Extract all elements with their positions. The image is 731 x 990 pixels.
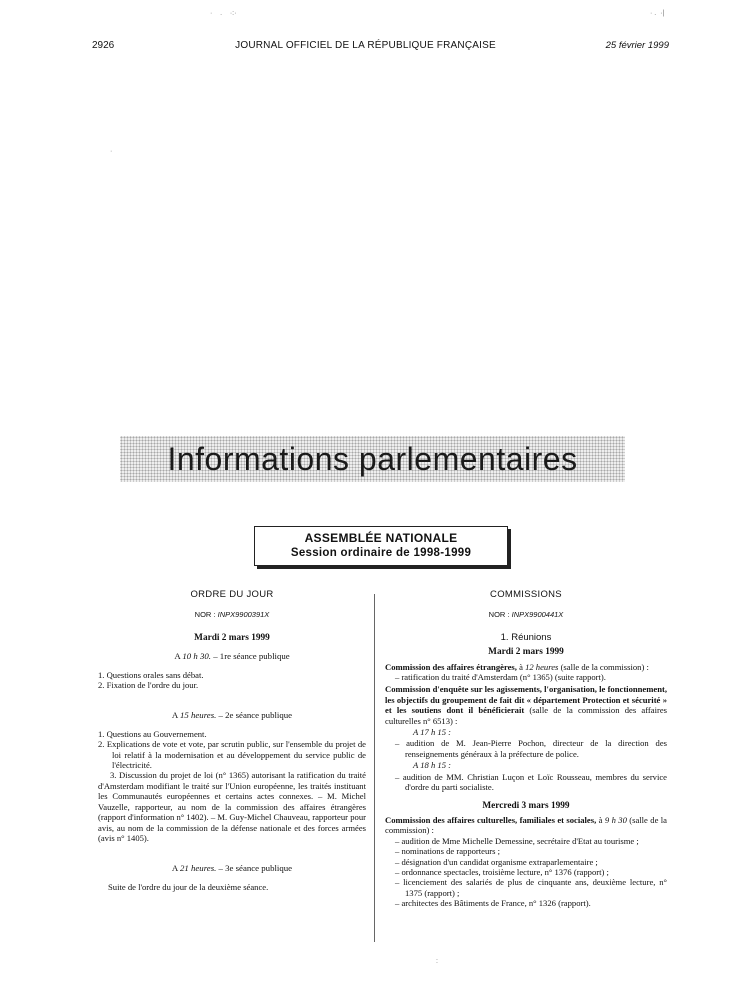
banner-title: Informations parlementaires <box>167 440 578 477</box>
commission-entry: Commission d'enquête sur les agissements, l'organisation, le fonctionnement, les objectifs du groupement de fait dit « département Protection et sécurité » et les soutiens dont il bénéficierait (salle de la commission des affaires culturelles n° 6513) : <box>385 684 667 726</box>
page-header <box>0 40 731 56</box>
scan-speck: · . ·| <box>650 10 665 17</box>
issue-date: 25 février 1999 <box>605 40 669 51</box>
seance-2-heading: A 15 heures. – 2e séance publique <box>171 710 293 721</box>
commissions-column <box>385 590 667 909</box>
commission-entry: Commission des affaires étrangères, à 12 heures (salle de la commission) : <box>385 661 649 672</box>
list-item: – audition de M. Jean-Pierre Pochon, directeur de la direction des renseignements généraux à la préfecture de police. <box>395 738 667 759</box>
time-label: A 18 h 15 : <box>413 760 452 771</box>
list-item: – ratification du traité d'Amsterdam (n° 1365) (suite rapport). <box>395 672 606 683</box>
seance-3-heading: A 21 heures. – 3e séance publique <box>171 863 293 874</box>
list-item: – ordonnance spectacles, troisième lecture, n° 1376 (rapport) ; <box>395 866 609 877</box>
assembly-name: ASSEMBLÉE NATIONALE <box>304 531 458 545</box>
list-item: – architectes des Bâtiments de France, n° 1326 (rapport). <box>395 898 591 909</box>
list-item: – audition de Mme Michelle Demessine, secrétaire d'Etat au tourisme ; <box>395 835 639 846</box>
list-item: 2. Explications de vote et vote, par scrutin public, sur l'ensemble du projet de loi relatif à la modernisation et au développement du service public de l'électricité. <box>98 739 366 771</box>
list-item: – nominations de rapporteurs ; <box>395 846 501 857</box>
commission-entry: Commission des affaires culturelles, familiales et sociales, à 9 h 30 (salle de la commission) : <box>385 814 667 836</box>
agenda-paragraph: Suite de l'ordre du jour de la deuxième séance. <box>108 881 269 892</box>
commissions-nor: NOR : INPX9900441X <box>488 610 564 620</box>
commissions-heading: COMMISSIONS <box>490 589 562 600</box>
list-item: – licenciement des salariés de plus de cinquante ans, deuxième lecture, n° 1375 (rapport) ; <box>395 877 667 898</box>
agenda-column <box>98 590 366 892</box>
agenda-nor: NOR : INPX9900391X <box>194 610 270 620</box>
time-label: A 17 h 15 : <box>413 727 452 738</box>
scan-speck: · <box>110 148 113 155</box>
journal-title: JOURNAL OFFICIEL DE LA RÉPUBLIQUE FRANÇAISE <box>235 40 496 51</box>
list-item: 2. Fixation de l'ordre du jour. <box>98 680 199 691</box>
assembly-box <box>254 526 508 566</box>
session-label: Session ordinaire de 1998-1999 <box>290 547 472 559</box>
reunions-heading: 1. Réunions <box>500 631 552 643</box>
agenda-paragraph: 3. Discussion du projet de loi (n° 1365) autorisant la ratification du traité d'Amsterdam modifiant le traité sur l'Union européenne, les traités instituant les Communautés européennes et certains actes connexes. – M. Michel Vauzelle, rapporteur, au nom de la commission des affaires étrangères (rapport d'information n° 1402). – M. Guy-Michel Chauveau, rapporteur pour avis, au nom de la commission de la défense nationale et des forces armées (avis n° 1405). <box>98 770 366 843</box>
agenda-heading: ORDRE DU JOUR <box>190 589 274 600</box>
list-item: 1. Questions orales sans débat. <box>98 669 204 680</box>
seance-1-heading: A 10 h 30. – 1re séance publique <box>174 651 290 662</box>
page-number: 2926 <box>92 40 115 51</box>
list-item: – désignation d'un candidat organisme extraparlementaire ; <box>395 856 598 867</box>
column-divider <box>374 594 375 942</box>
commission-day: Mardi 2 mars 1999 <box>488 647 564 658</box>
agenda-day: Mardi 2 mars 1999 <box>194 632 270 643</box>
list-item: 1. Questions au Gouvernement. <box>98 728 207 739</box>
commission-day: Mercredi 3 mars 1999 <box>482 800 570 811</box>
scan-speck: · . ·:· <box>210 10 237 17</box>
list-item: – audition de MM. Christian Luçon et Loïc Rousseau, membres du service d'ordre du parti socialiste. <box>395 771 667 793</box>
scan-speck: : <box>436 958 438 965</box>
